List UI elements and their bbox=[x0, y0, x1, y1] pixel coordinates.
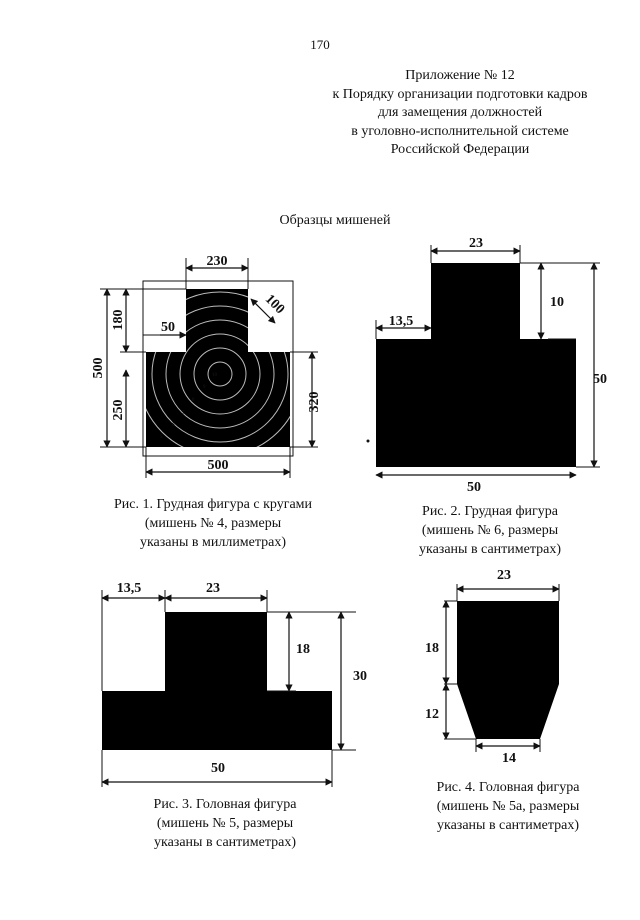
figure-1-target bbox=[91, 254, 322, 478]
fig2-dim-head: 10 bbox=[550, 295, 564, 310]
fig4-dim-top: 23 bbox=[497, 568, 511, 583]
figure-2-caption bbox=[380, 502, 600, 559]
fig2-silhouette bbox=[376, 263, 576, 467]
fig3-dim-bottom: 50 bbox=[211, 761, 225, 776]
fig1-dim-top: 230 bbox=[206, 254, 228, 269]
header-line: для замещения должностей bbox=[377, 105, 543, 120]
figure-4-caption bbox=[398, 778, 618, 835]
caption-line: указаны в сантиметрах) bbox=[419, 542, 561, 557]
page-number: 170 bbox=[310, 37, 330, 52]
header-line: к Порядку организации подготовки кадров bbox=[332, 86, 588, 102]
fig1-dim-ring: 100 bbox=[261, 291, 288, 318]
header-line: в уголовно-исполнительной системе bbox=[351, 123, 569, 139]
fig1-ring-label: 6 bbox=[172, 423, 175, 428]
caption-line: Рис. 4. Головная фигура bbox=[436, 780, 580, 795]
caption-line: (мишень № 5а, размеры bbox=[436, 799, 580, 814]
header-line: Приложение № 12 bbox=[405, 68, 515, 83]
fig4-silhouette bbox=[457, 601, 559, 739]
fig2-dot bbox=[367, 440, 370, 443]
caption-line: указаны в сантиметрах) bbox=[154, 835, 296, 850]
caption-line: Рис. 3. Головная фигура bbox=[153, 797, 297, 812]
figure-1-caption bbox=[88, 495, 338, 552]
fig2-dim-total: 50 bbox=[593, 372, 607, 387]
caption-line: (мишень № 4, размеры bbox=[144, 516, 282, 531]
fig1-dim-left: 500 bbox=[91, 357, 106, 379]
caption-line: (мишень № 5, размеры bbox=[156, 816, 294, 831]
fig3-dim-top: 23 bbox=[206, 581, 220, 596]
fig1-silhouette bbox=[146, 289, 290, 447]
figure-3-caption bbox=[115, 795, 335, 852]
fig1-dim-neck: 180 bbox=[111, 309, 126, 331]
fig4-dim-upper: 18 bbox=[425, 641, 439, 656]
section-title: Образцы мишеней bbox=[279, 213, 391, 228]
fig3-silhouette bbox=[102, 612, 332, 750]
fig3-dim-head: 18 bbox=[296, 642, 310, 657]
caption-line: Рис. 1. Грудная фигура с кругами bbox=[113, 497, 313, 512]
fig1-dim-shoulder: 250 bbox=[111, 399, 126, 421]
fig1-dim-bottom: 500 bbox=[207, 458, 229, 473]
fig1-dim-right: 320 bbox=[307, 391, 322, 413]
figure-4-target bbox=[425, 568, 559, 766]
fig4-dim-bottom: 14 bbox=[502, 751, 516, 766]
fig2-dim-top: 23 bbox=[469, 236, 483, 251]
fig1-ring-label: 8 bbox=[192, 398, 195, 403]
fig1-ring-label: 9 bbox=[203, 385, 206, 390]
caption-line: указаны в миллиметрах) bbox=[139, 535, 287, 550]
figure-3-target bbox=[102, 581, 367, 787]
fig3-dim-total: 30 bbox=[353, 669, 367, 684]
caption-line: указаны в сантиметрах) bbox=[437, 818, 579, 833]
fig1-ring-label: 10 bbox=[212, 373, 217, 378]
caption-line: Рис. 2. Грудная фигура bbox=[422, 504, 558, 519]
caption-line: (мишень № 6, размеры bbox=[421, 523, 559, 538]
fig2-dim-bottom: 50 bbox=[467, 480, 481, 495]
fig4-dim-lower: 12 bbox=[425, 707, 439, 722]
figure-2-target bbox=[367, 236, 608, 495]
fig2-dim-offset: 13,5 bbox=[388, 314, 414, 329]
fig1-ring-label: 7 bbox=[182, 411, 185, 416]
fig1-dim-offset: 50 bbox=[161, 320, 175, 335]
fig3-dim-offset: 13,5 bbox=[116, 581, 142, 596]
header-line: Российской Федерации bbox=[390, 142, 530, 157]
fig1-ring-label: 5 bbox=[160, 435, 163, 440]
